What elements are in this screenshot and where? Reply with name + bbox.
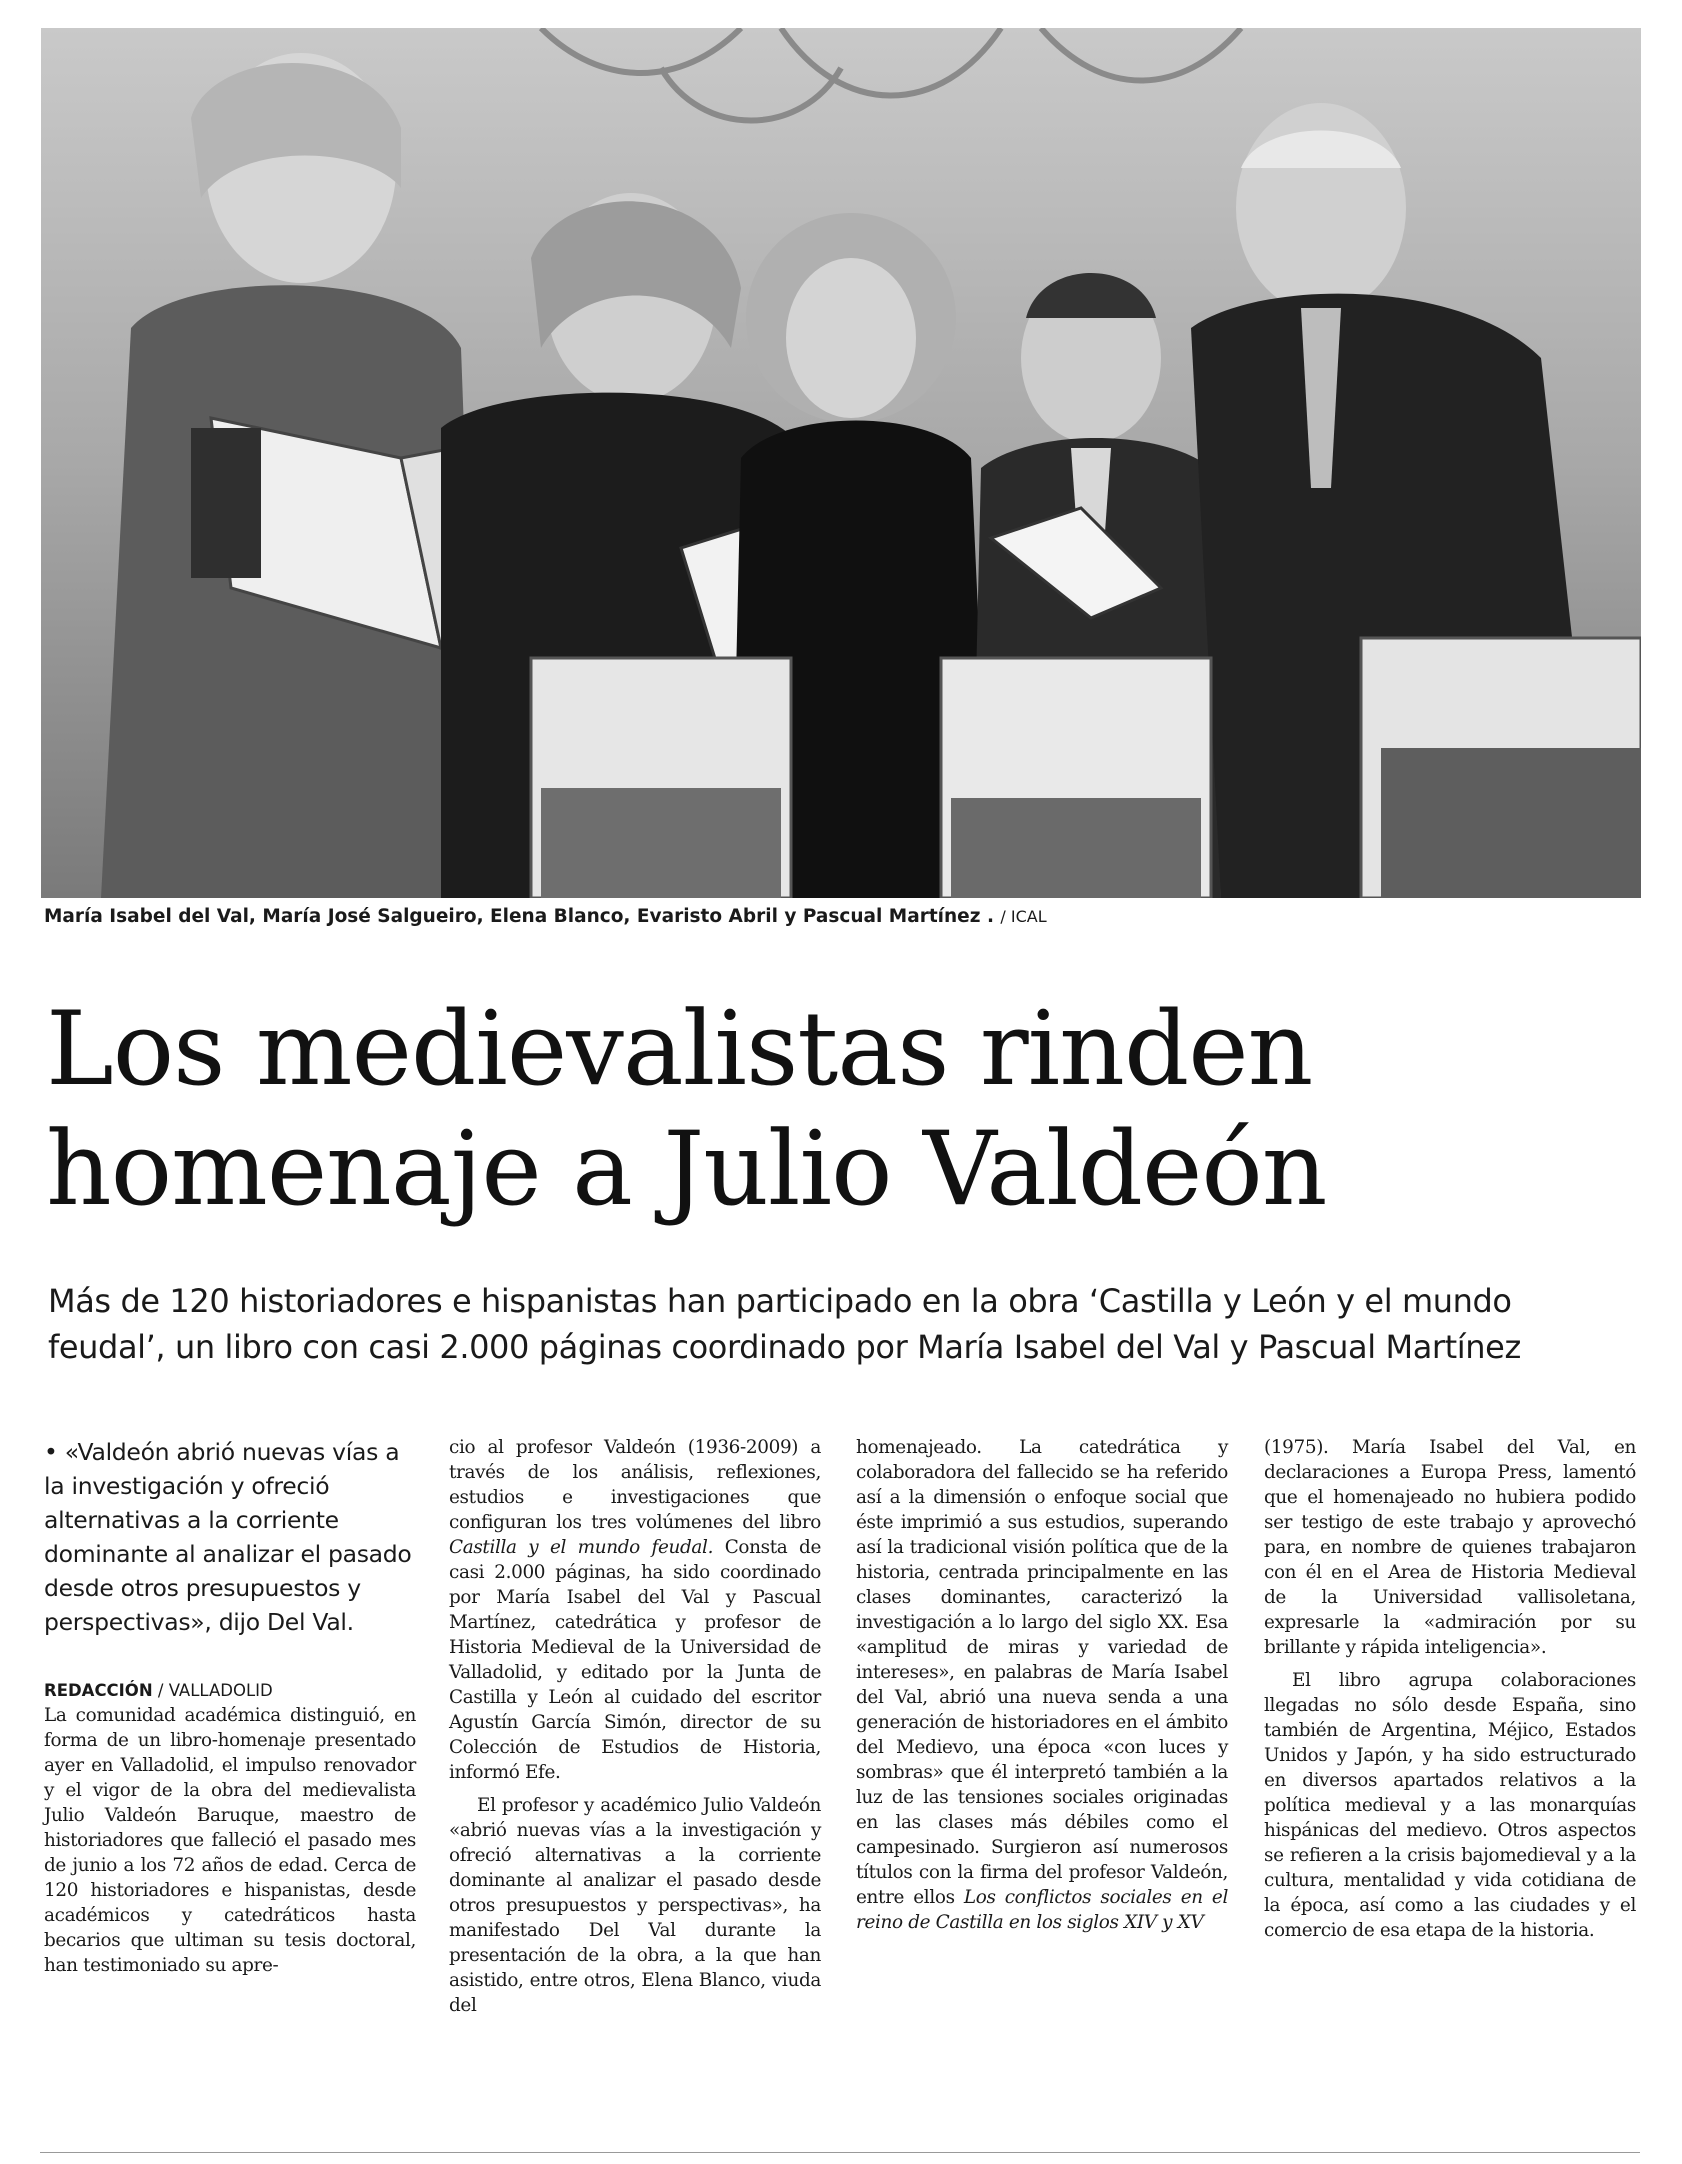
paragraph: [449, 1435, 821, 1785]
article-column-1: [44, 1435, 416, 1978]
book-title: Castilla y el mundo feudal.: [449, 1537, 714, 1558]
headline: [46, 990, 1606, 1230]
paragraph: El profesor y académico Julio Valdeón «abrió nuevas vías a la investigación y ofreció alternativas a la corriente dominante al analizar el pasado desde otros presupuestos y perspectivas», ha manifestado Del Val durante la presentación de la obra, a la que han asistido, entre otros, Elena Blanco, viuda del: [449, 1795, 821, 2016]
paragraph: El libro agrupa colaboraciones llegadas no sólo desde España, sino también de Argentina, Méjico, Estados Unidos y Japón, y ha sido estructurado en diversos apartados relativos a la política medieval y a las monarquías hispánicas del medievo. Otros aspectos se refieren a la crisis bajomedieval y a la cultura, mentalidad y vida cotidiana de la época, así como a las ciudades y el comercio de esa etapa de la historia.: [1264, 1670, 1636, 1941]
article-column-4: [1264, 1435, 1636, 1943]
photo-caption: [44, 906, 1634, 936]
paragraph: (1975). María Isabel del Val, en declaraciones a Europa Press, lamentó que el homenajeado no hubiera podido ser testigo de este trabajo y aprovechó para, en nombre de quienes trabajaron con él en el Area de Historia Medieval de la Universidad vallisoletana, expresarle la «admiración por su brillante y rápida inteligencia».: [1264, 1437, 1636, 1658]
headline-line-1: Los medievalistas rinden: [46, 990, 1313, 1109]
display-book-1: [531, 658, 791, 898]
display-book-3: [1361, 638, 1641, 898]
headline-line-2: homenaje a Julio Valdeón: [46, 1110, 1327, 1229]
news-photo: [41, 28, 1641, 898]
pull-quote: • «Valdeón abrió nuevas vías a la investigación y ofreció alternativas a la corriente dominante al analizar el pasado desde otros presupuestos y perspectivas», dijo Del Val.: [44, 1438, 412, 1636]
article-column-2: [449, 1435, 821, 2018]
paragraph: La comunidad académica distinguió, en forma de un libro-homenaje presentado ayer en Valladolid, el impulso renovador y el vigor de la obra del medievalista Julio Valdeón Baruque, maestro de historiadores que falleció el pasado mes de junio a los 72 años de edad. Cerca de 120 historiadores e hispanistas, desde académicos y catedráticos hasta becarios que ultiman su tesis doctoral, han testimoniado su apre-: [44, 1705, 416, 1976]
article-column-3: [856, 1435, 1228, 1935]
subheadline: Más de 120 historiadores e hispanistas han participado en la obra ‘Castilla y León y el mundo feudal’, un libro con casi 2.000 páginas coordinado por María Isabel del Val y Pascual Martínez: [48, 1282, 1521, 1366]
paragraph-text: cio al profesor Valdeón (1936-2009) a través de los análisis, reflexiones, estudios e investigaciones que configuran los tres volúmenes del libro: [449, 1437, 821, 1533]
paragraph: [856, 1435, 1228, 1935]
caption-text: María Isabel del Val, María José Salgueiro, Elena Blanco, Evaristo Abril y Pascual Martínez .: [44, 906, 994, 927]
byline-place: / VALLADOLID: [157, 1681, 273, 1700]
display-book-2: [941, 658, 1211, 898]
byline-section: REDACCIÓN: [44, 1681, 153, 1700]
paragraph-text: homenajeado. La catedrática y colaboradora del fallecido se ha referido así a la dimensión o enfoque social que éste imprimió a sus estudios, superando así la tradicional visión política que de la historia, centrada principalmente en las clases dominantes, caracterizó la investigación a lo largo del siglo XX. Esa «amplitud de miras y variedad de intereses», en palabras de María Isabel del Val, abrió una nueva senda a una generación de historiadores en el ámbito del Medievo, una época «con luces y sombras» que él interpretó también a la luz de las tensiones sociales originadas en las clases más débiles como el campesinado. Surgieron así numerosos títulos con la firma del profesor Valdeón, entre ellos: [856, 1437, 1228, 1908]
paragraph-text: Consta de casi 2.000 páginas, ha sido coordinado por María Isabel del Val y Pascual Martínez, catedrática y profesor de Historia Medieval de la Universidad de Valladolid, y editado por la Junta de Castilla y León al cuidado del escritor Agustín García Simón, director de su Colección de Estudios de Historia, informó Efe.: [449, 1537, 821, 1783]
bottom-divider: [40, 2152, 1640, 2153]
byline: [44, 1679, 416, 1703]
photo-credit: / ICAL: [1000, 907, 1047, 926]
book-title: Los conflictos sociales en el reino de Castilla en los siglos XIV y XV: [856, 1887, 1228, 1933]
group-photo-icon: [41, 28, 1641, 898]
